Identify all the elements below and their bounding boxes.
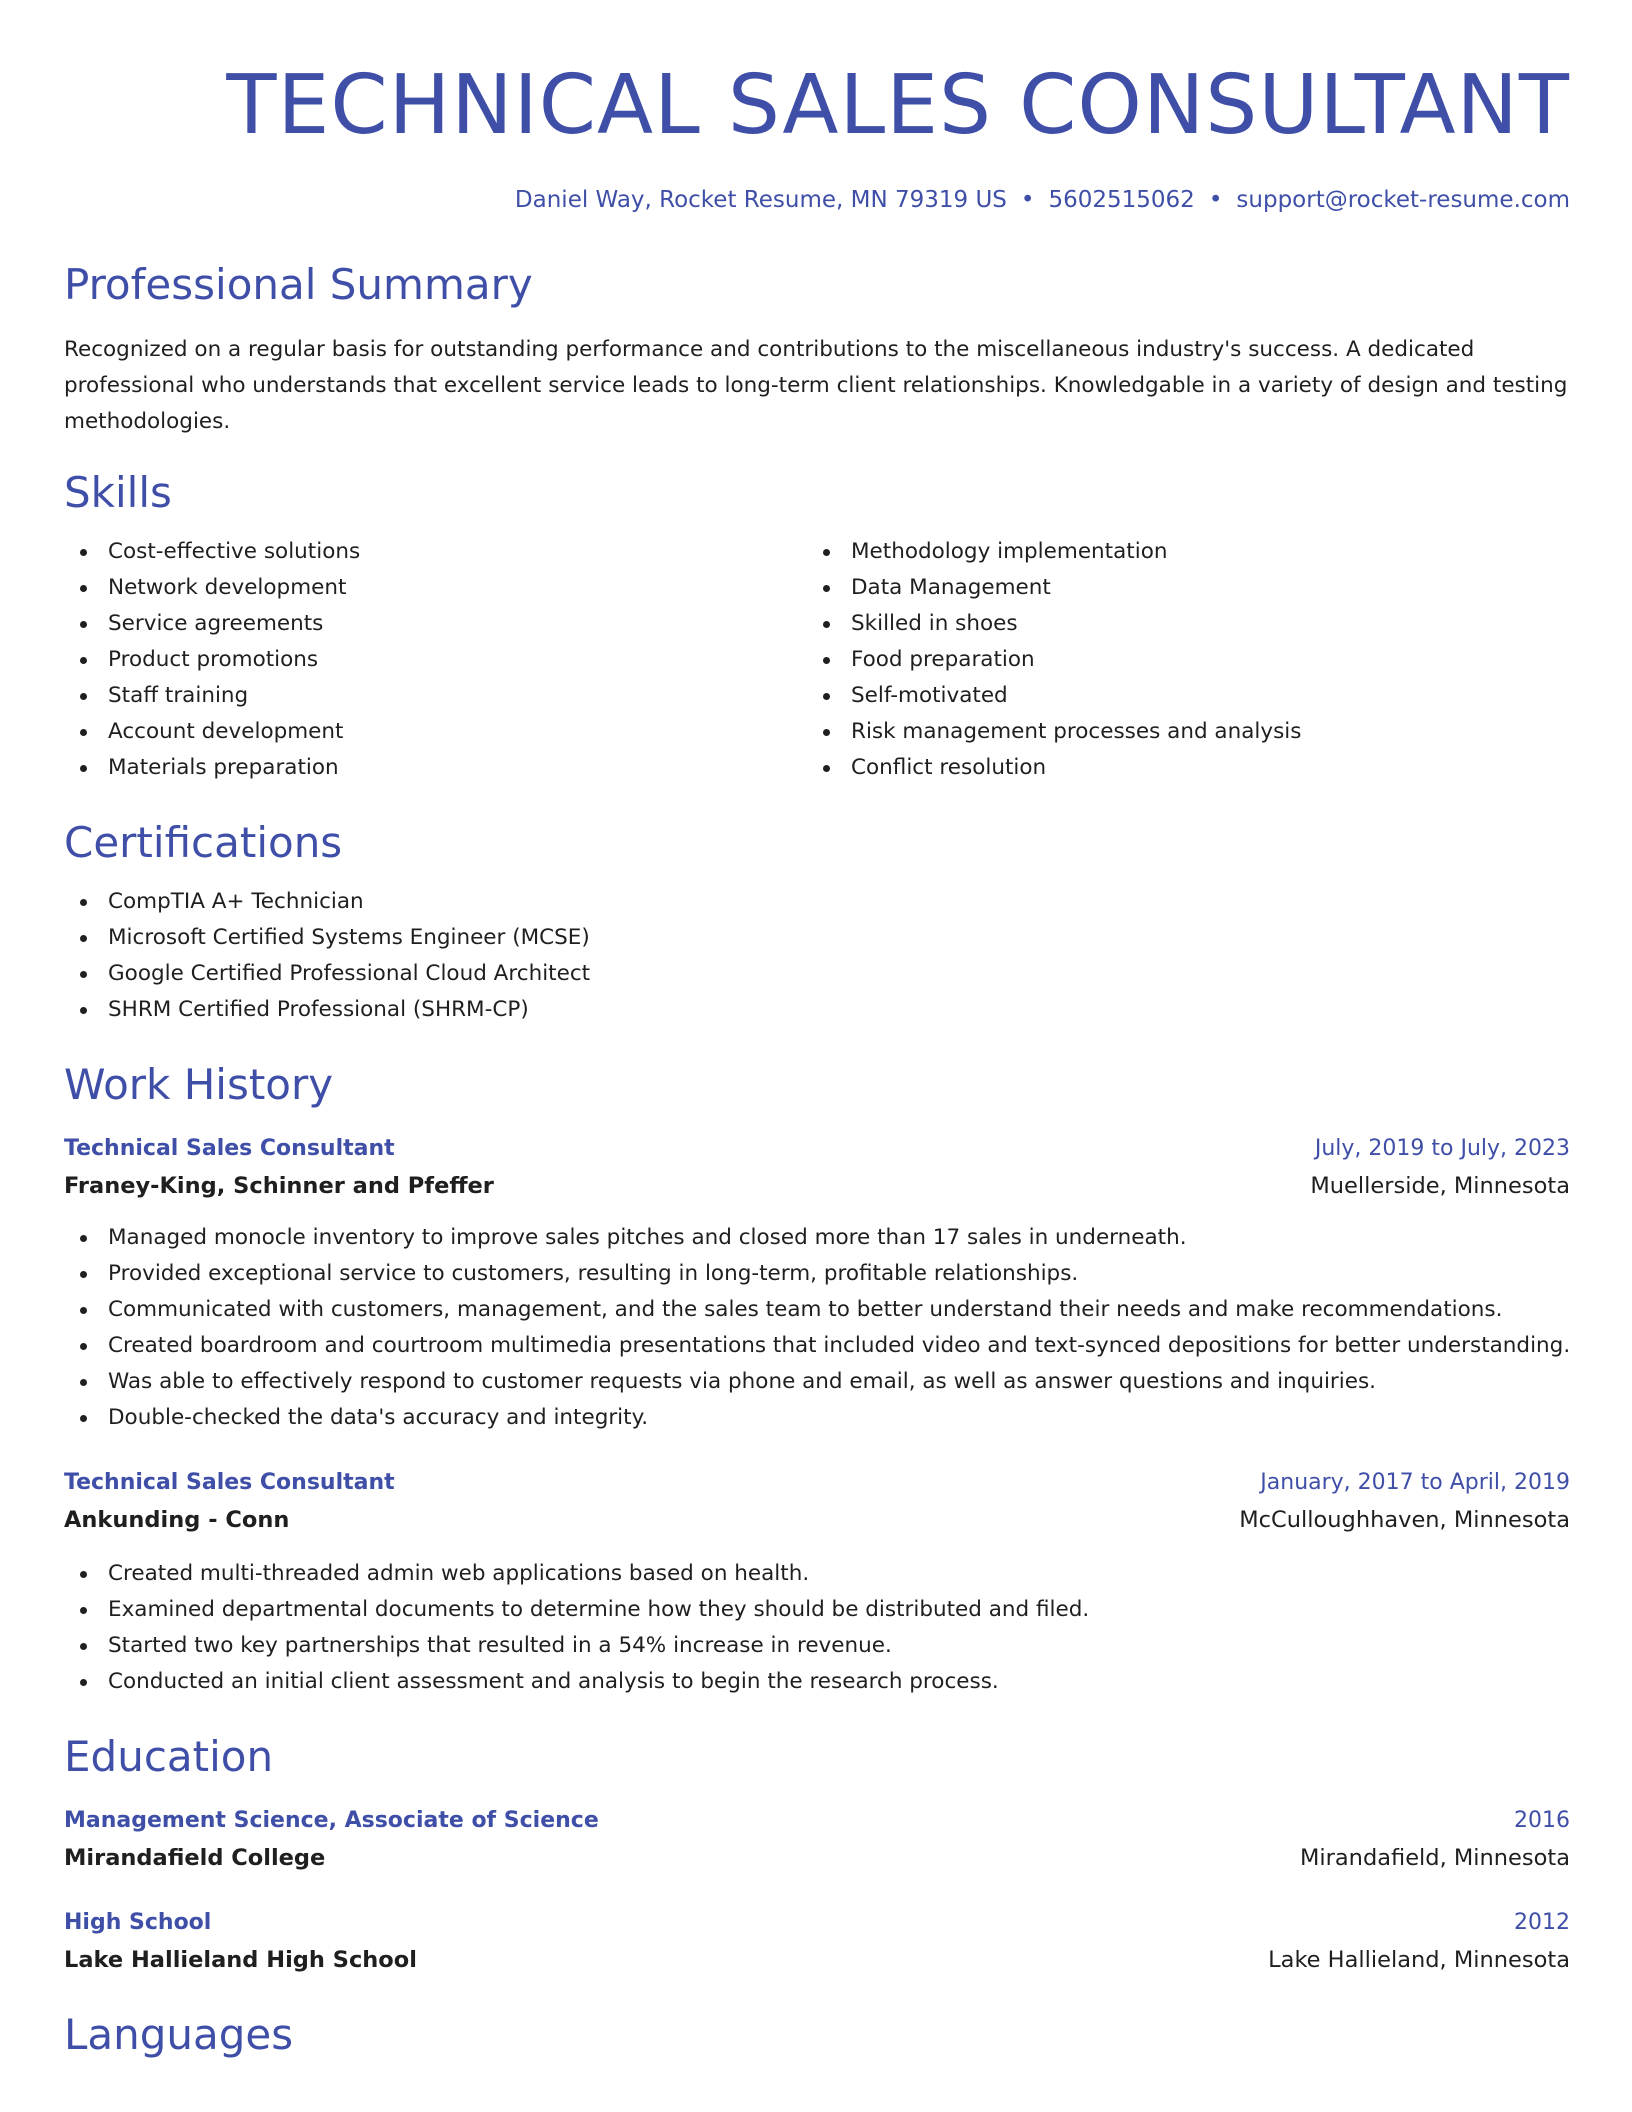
skill-item: Materials preparation [64, 750, 807, 786]
job-company-row [64, 1166, 1570, 1206]
job-duties-list [64, 1220, 1570, 1436]
certifications-heading: Certifications [64, 818, 343, 867]
job-company: Ankunding - Conn [64, 1507, 290, 1533]
education-school-row [64, 1940, 1570, 1980]
education-location: Mirandafield, Minnesota [1299, 1845, 1570, 1871]
contact-address: Daniel Way, Rocket Resume, MN 79319 US [514, 187, 1007, 213]
skill-item: Data Management [807, 570, 1550, 606]
skill-item: Skilled in shoes [807, 606, 1550, 642]
education-degree-row [64, 1804, 1570, 1838]
contact-separator: • [1020, 187, 1035, 213]
job-company: Franey-King, Schinner and Pfeffer [64, 1173, 494, 1199]
job-title: Technical Sales Consultant [64, 1136, 395, 1161]
skill-item: Network development [64, 570, 807, 606]
skills-left-list [64, 534, 807, 786]
skills-heading: Skills [64, 468, 172, 517]
skill-item: Staff training [64, 678, 807, 714]
job-dates: January, 2017 to April, 2019 [1260, 1470, 1570, 1495]
skill-item: Methodology implementation [807, 534, 1550, 570]
education-year: 2016 [1514, 1808, 1570, 1833]
skills-right-list [807, 534, 1550, 786]
job-title-row [64, 1132, 1570, 1166]
job-duty: Managed monocle inventory to improve sales pitches and closed more than 17 sales in underneath. [64, 1220, 1570, 1256]
education-school: Mirandafield College [64, 1845, 326, 1871]
job-duty: Was able to effectively respond to customer requests via phone and email, as well as answer questions and inquiries. [64, 1364, 1570, 1400]
skill-item: Self-motivated [807, 678, 1550, 714]
job-duty: Communicated with customers, management, and the sales team to better understand their needs and make recommendations. [64, 1292, 1570, 1328]
resume-title: TECHNICAL SALES CONSULTANT [226, 58, 1570, 153]
job-location: McCulloughhaven, Minnesota [1239, 1507, 1570, 1533]
job-duty: Created multi-threaded admin web applications based on health. [64, 1556, 1570, 1592]
skill-item: Product promotions [64, 642, 807, 678]
job-entry [64, 1132, 1570, 1436]
education-degree-row [64, 1906, 1570, 1940]
summary-text: Recognized on a regular basis for outstanding performance and contributions to the miscellaneous industry's success. A dedicated professional who understands that excellent service leads to long-term client relationships. Knowledgable in a variety of design and testing methodologies. [64, 337, 1568, 434]
summary-heading: Professional Summary [64, 260, 533, 309]
languages-heading: Languages [64, 2010, 294, 2059]
education-degree: Management Science, Associate of Science [64, 1808, 599, 1833]
skills-grid [64, 534, 1570, 786]
job-title: Technical Sales Consultant [64, 1470, 395, 1495]
skill-item: Cost-effective solutions [64, 534, 807, 570]
education-heading: Education [64, 1732, 274, 1781]
job-duty: Double-checked the data's accuracy and integrity. [64, 1400, 1570, 1436]
skill-item: Conflict resolution [807, 750, 1550, 786]
education-year: 2012 [1514, 1910, 1570, 1935]
job-location: Muellerside, Minnesota [1310, 1173, 1570, 1199]
education-entry [64, 1804, 1570, 1878]
work-history-heading: Work History [64, 1060, 334, 1109]
job-duties-list [64, 1556, 1570, 1700]
skill-item: Food preparation [807, 642, 1550, 678]
education-location: Lake Hallieland, Minnesota [1268, 1947, 1570, 1973]
job-dates: July, 2019 to July, 2023 [1314, 1136, 1570, 1161]
certification-item: CompTIA A+ Technician [64, 884, 1570, 920]
job-duty: Conducted an initial client assessment and analysis to begin the research process. [64, 1664, 1570, 1700]
certification-item: SHRM Certified Professional (SHRM-CP) [64, 992, 1570, 1028]
certification-item: Google Certified Professional Cloud Architect [64, 956, 1570, 992]
education-degree: High School [64, 1910, 212, 1935]
education-entry [64, 1906, 1570, 1980]
contact-separator: • [1208, 187, 1223, 213]
certifications-list [64, 884, 1570, 1028]
job-duty: Examined departmental documents to determine how they should be distributed and filed. [64, 1592, 1570, 1628]
education-school: Lake Hallieland High School [64, 1947, 417, 1973]
job-entry [64, 1466, 1570, 1700]
contact-email[interactable]: support@rocket-resume.com [1236, 187, 1570, 213]
job-title-row [64, 1466, 1570, 1500]
job-company-row [64, 1500, 1570, 1540]
contact-phone[interactable]: 5602515062 [1048, 187, 1195, 213]
job-duty: Provided exceptional service to customers, resulting in long-term, profitable relationships. [64, 1256, 1570, 1292]
certification-item: Microsoft Certified Systems Engineer (MCSE) [64, 920, 1570, 956]
job-duty: Created boardroom and courtroom multimedia presentations that included video and text-synced depositions for better understanding. [64, 1328, 1570, 1364]
contact-line [64, 184, 1570, 216]
skill-item: Risk management processes and analysis [807, 714, 1550, 750]
skill-item: Account development [64, 714, 807, 750]
resume-page [64, 0, 1570, 2060]
skill-item: Service agreements [64, 606, 807, 642]
job-duty: Started two key partnerships that resulted in a 54% increase in revenue. [64, 1628, 1570, 1664]
education-school-row [64, 1838, 1570, 1878]
